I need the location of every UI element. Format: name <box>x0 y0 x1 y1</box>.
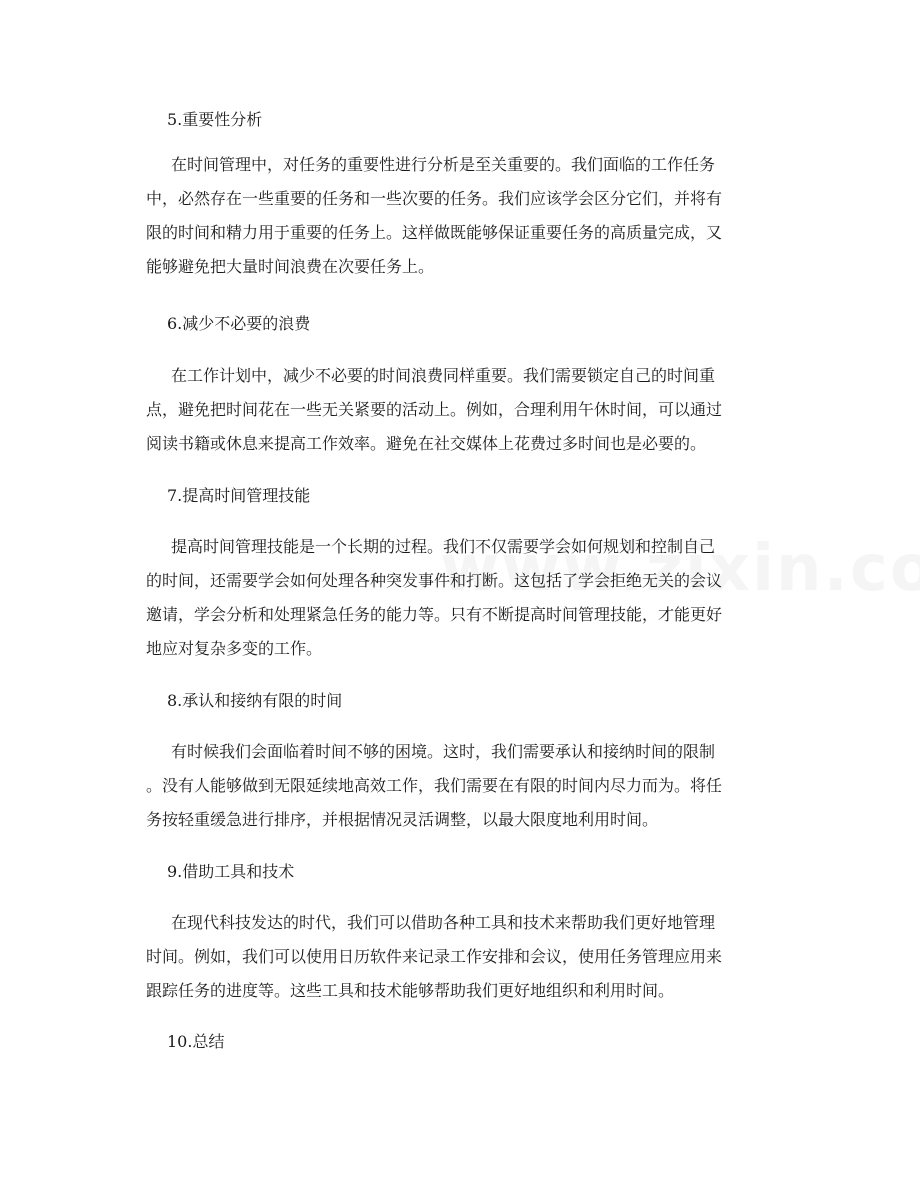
section-paragraph-5 <box>146 148 787 284</box>
section-heading-7: 7.提高时间管理技能 <box>167 486 311 505</box>
paragraph-line: 的时间，还需要学会如何处理各种突发事件和打断。这包括了学会拒绝无关的会议 <box>146 571 723 590</box>
paragraph-line: 在时间管理中，对任务的重要性进行分析是至关重要的。我们面临的工作任务 <box>171 155 716 174</box>
paragraph-line: 。没有人能够做到无限延续地高效工作，我们需要在有限的时间内尽力而为。将任 <box>146 776 723 795</box>
paragraph-line: 时间。例如，我们可以使用日历软件来记录工作安排和会议，使用任务管理应用来 <box>146 947 723 966</box>
section-heading-10: 10.总结 <box>167 1032 225 1051</box>
section-paragraph-8 <box>146 735 787 837</box>
section-paragraph-7 <box>146 530 787 666</box>
paragraph-line: 有时候我们会面临着时间不够的困境。这时，我们需要承认和接纳时间的限制 <box>171 742 716 761</box>
paragraph-line: 能够避免把大量时间浪费在次要任务上。 <box>146 257 435 276</box>
paragraph-line: 跟踪任务的进度等。这些工具和技术能够帮助我们更好地组织和利用时间。 <box>146 981 675 1000</box>
paragraph-line: 提高时间管理技能是一个长期的过程。我们不仅需要学会如何规划和控制自己 <box>171 537 716 556</box>
section-heading-8: 8.承认和接纳有限的时间 <box>167 691 343 710</box>
section-heading-5: 5.重要性分析 <box>167 110 263 129</box>
paragraph-line: 中，必然存在一些重要的任务和一些次要的任务。我们应该学会区分它们，并将有 <box>146 189 723 208</box>
paragraph-line: 地应对复杂多变的工作。 <box>146 639 323 658</box>
section-paragraph-9 <box>146 906 787 1008</box>
section-paragraph-6 <box>146 359 787 461</box>
paragraph-line: 限的时间和精力用于重要的任务上。这样做既能够保证重要任务的高质量完成，又 <box>146 223 723 242</box>
section-heading-6: 6.减少不必要的浪费 <box>167 314 311 333</box>
paragraph-line: 阅读书籍或休息来提高工作效率。避免在社交媒体上花费过多时间也是必要的。 <box>146 434 707 453</box>
section-heading-9: 9.借助工具和技术 <box>167 862 295 881</box>
paragraph-line: 在工作计划中，减少不必要的时间浪费同样重要。我们需要锁定自己的时间重 <box>171 366 716 385</box>
paragraph-line: 点，避免把时间花在一些无关紧要的活动上。例如，合理利用午休时间，可以通过 <box>146 400 723 419</box>
paragraph-line: 邀请，学会分析和处理紧急任务的能力等。只有不断提高时间管理技能，才能更好 <box>146 605 723 624</box>
paragraph-line: 务按轻重缓急进行排序，并根据情况灵活调整，以最大限度地利用时间。 <box>146 810 659 829</box>
paragraph-line: 在现代科技发达的时代，我们可以借助各种工具和技术来帮助我们更好地管理 <box>171 913 716 932</box>
